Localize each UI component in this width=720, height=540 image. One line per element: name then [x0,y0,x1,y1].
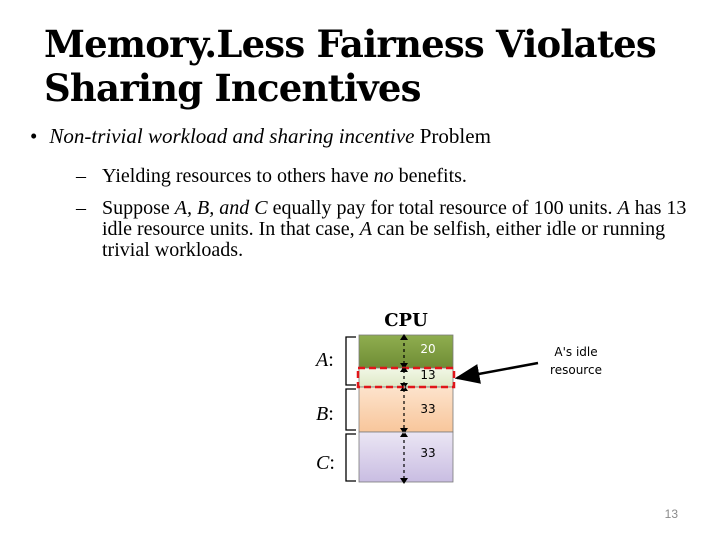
segment-b [359,387,453,432]
value-b: 33 [420,402,436,416]
label-c: C: [316,452,335,474]
sub1-text-c: benefits. [393,165,467,187]
callout-line-2: resource [550,363,602,377]
cpu-label: CPU [384,310,428,331]
value-c: 33 [420,446,436,460]
title-line-2: Sharing Incentives [44,66,421,110]
segment-c [359,432,453,482]
page-number: 13 [664,507,678,521]
bullet-emphasis: Non-trivial workload and sharing incentive [49,124,415,148]
bullet-dot: • [30,124,38,148]
dash-marker: – [76,165,86,187]
callout-line-1: A's idle [554,345,598,359]
sub2-text-a: Suppose [102,197,175,219]
bracket-b [346,389,356,430]
sub2-text-c: equally pay for total resource of 100 units. [267,197,618,219]
value-a-used: 20 [420,342,436,356]
sub2-text-f: A [359,218,372,240]
callout-arrow [457,363,538,378]
bullet-rest: Problem [414,124,491,148]
value-a-idle: 13 [420,368,436,382]
bracket-a [346,337,356,385]
sub2-text-d: A [617,197,630,219]
dash-marker: – [76,197,86,219]
label-b: B: [316,403,334,425]
sub2-text-e: has 13 idle resource units. In that case, [102,197,687,240]
sub2-text-g: can be selfish, either idle or running trivial workloads. [102,218,666,261]
label-a: A: [316,349,334,371]
sub1-text-a: Yielding resources to others have [102,165,374,187]
title-line-1: Memory.Less Fairness Violates [44,22,656,66]
bracket-c [346,434,356,481]
sub2-text-b: A, B, and C [174,197,268,219]
sub1-text-b: no [373,165,394,187]
